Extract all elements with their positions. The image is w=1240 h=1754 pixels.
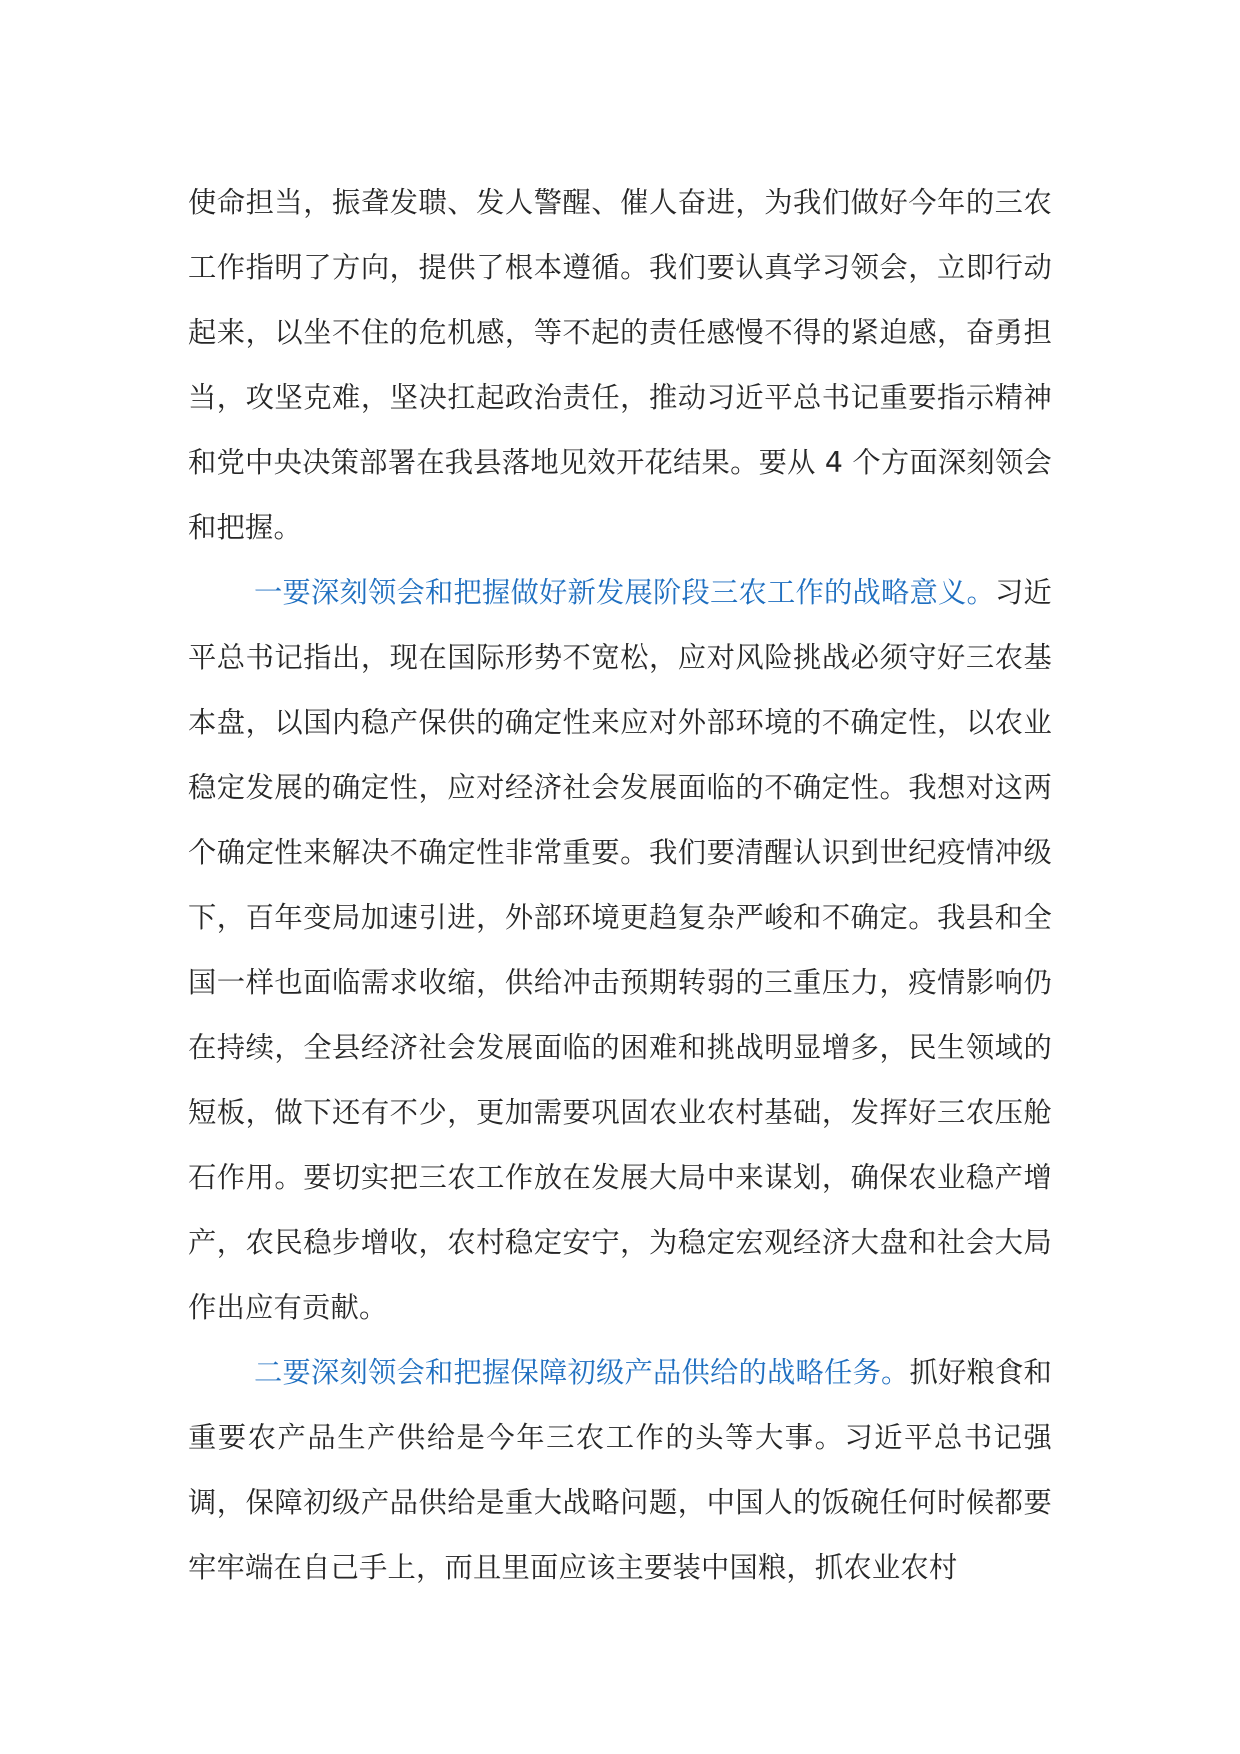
paragraph-continuation	[188, 170, 1052, 560]
section-heading: 一要深刻领会和把握做好新发展阶段三农工作的战略意义。	[254, 576, 995, 609]
paragraph-text: 使命担当，振聋发聩、发人警醒、催人奋进，为我们做好今年的三农工作指明了方向，提供了根本遵循。我们要认真学习领会，立即行动起来，以坐不住的危机感，等不起的责任感慢不得的紧迫感，奋勇担当，攻坚克难，坚决扛起政治责任，推动习近平总书记重要指示精神和党中央决策部署在我县落地见效开花结果。要从 4 个方面深刻领会和把握。	[188, 186, 1052, 544]
paragraph-primary-product-supply	[188, 1340, 1052, 1600]
document-body	[188, 170, 1052, 1600]
paragraph-strategic-significance	[188, 560, 1052, 1340]
section-heading: 二要深刻领会和把握保障初级产品供给的战略任务。	[254, 1356, 910, 1389]
paragraph-text: 抓好粮食和重要农产品生产供给是今年三农工作的头等大事。习近平总书记强调，保障初级产品供给是重大战略问题，中国人的饭碗任何时候都要牢牢端在自己手上，而且里面应该主要装中国粮，抓农业农村	[188, 1356, 1052, 1584]
paragraph-text: 习近平总书记指出，现在国际形势不宽松，应对风险挑战必须守好三农基本盘，以国内稳产保供的确定性来应对外部环境的不确定性，以农业稳定发展的确定性，应对经济社会发展面临的不确定性。我想对这两个确定性来解决不确定性非常重要。我们要清醒认识到世纪疫情冲级下，百年变局加速引进，外部环境更趋复杂严峻和不确定。我县和全国一样也面临需求收缩，供给冲击预期转弱的三重压力，疫情影响仍在持续，全县经济社会发展面临的困难和挑战明显增多，民生领域的短板，做下还有不少，更加需要巩固农业农村基础，发挥好三农压舱石作用。要切实把三农工作放在发展大局中来谋划，确保农业稳产增产，农民稳步增收，农村稳定安宁，为稳定宏观经济大盘和社会大局作出应有贡献。	[188, 576, 1052, 1324]
